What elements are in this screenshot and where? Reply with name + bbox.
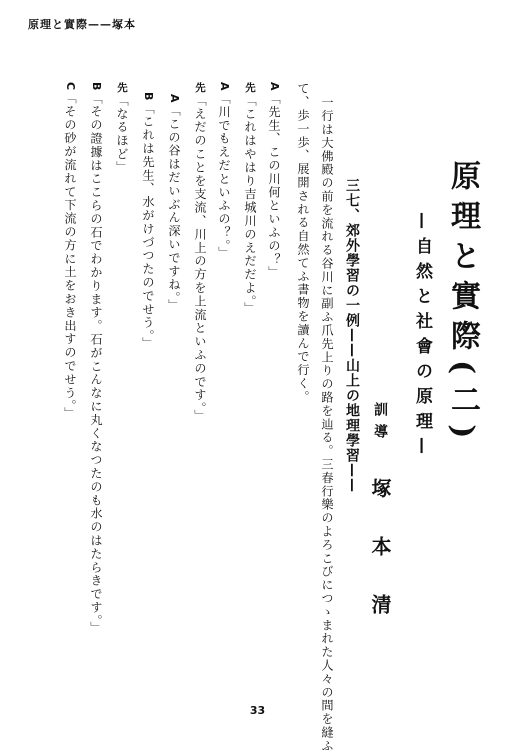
dialogue-text: 「この谷はだいぶん深いですね。」 [167, 103, 181, 313]
dialogue-text: 「川でもえだといふの？。」 [217, 91, 231, 260]
dialogue-line [166, 94, 183, 312]
running-header: 原理と實際——塚本 [28, 18, 136, 31]
dialogue-text: 「なるほど」 [115, 93, 129, 175]
dialogue-line [242, 82, 259, 315]
dialogue-line [114, 82, 131, 174]
dialogue-text: 「これは先生、水がけづつたのでせう。」 [141, 101, 155, 351]
teacher-mark: 先 [116, 82, 128, 94]
article-subtitle: —自然と社會の原理— [412, 212, 432, 462]
teacher-mark: 先 [194, 82, 206, 94]
section-heading: 三七、郊外學習の一例——山上の地理學習—— [344, 178, 360, 493]
dialogue-text: 「えだのことを支流、川上の方を上流といふのです。」 [193, 93, 207, 423]
author-name: 塚本清 [368, 478, 392, 652]
teacher-mark: 先 [244, 82, 256, 94]
dialogue-line [266, 82, 283, 279]
dialogue-text: 「先生、この川何といふの？」 [267, 91, 281, 280]
dialogue-text: 「その砂が流れて下流の方に土をおき出すのでせう。」 [63, 91, 77, 421]
dialogue-line [140, 92, 157, 350]
speaker-label: A [218, 82, 231, 92]
author-rank: 訓導 [372, 402, 388, 446]
speaker-label: B [90, 82, 103, 92]
speaker-label: A [268, 82, 281, 92]
dialogue-line [88, 82, 105, 635]
dialogue-line [62, 82, 79, 420]
intro-line-2: て、歩一歩、展開される自然てふ書物を讀んで行く。 [296, 82, 310, 404]
speaker-label: B [142, 92, 155, 102]
speaker-label: C [64, 82, 77, 92]
page-number: 33 [249, 704, 266, 717]
dialogue-text: 「その證據はここらの石でわかります。石がこんなに丸くなつたのも水のはたらきです。」 [89, 91, 103, 635]
speaker-label: A [168, 94, 181, 104]
intro-line-1: 一行は大佛殿の前を流れる谷川に副ふ爪先上りの路を辿る。三春行樂のよろこびにつゝまれた人々の間を縫ふ [320, 96, 334, 753]
dialogue-line [216, 82, 233, 260]
article-title: 原理と實際(二) [445, 160, 480, 449]
dialogue-text: 「これはやはり吉城川のえだだよ。」 [243, 93, 257, 316]
dialogue-line [192, 82, 209, 423]
